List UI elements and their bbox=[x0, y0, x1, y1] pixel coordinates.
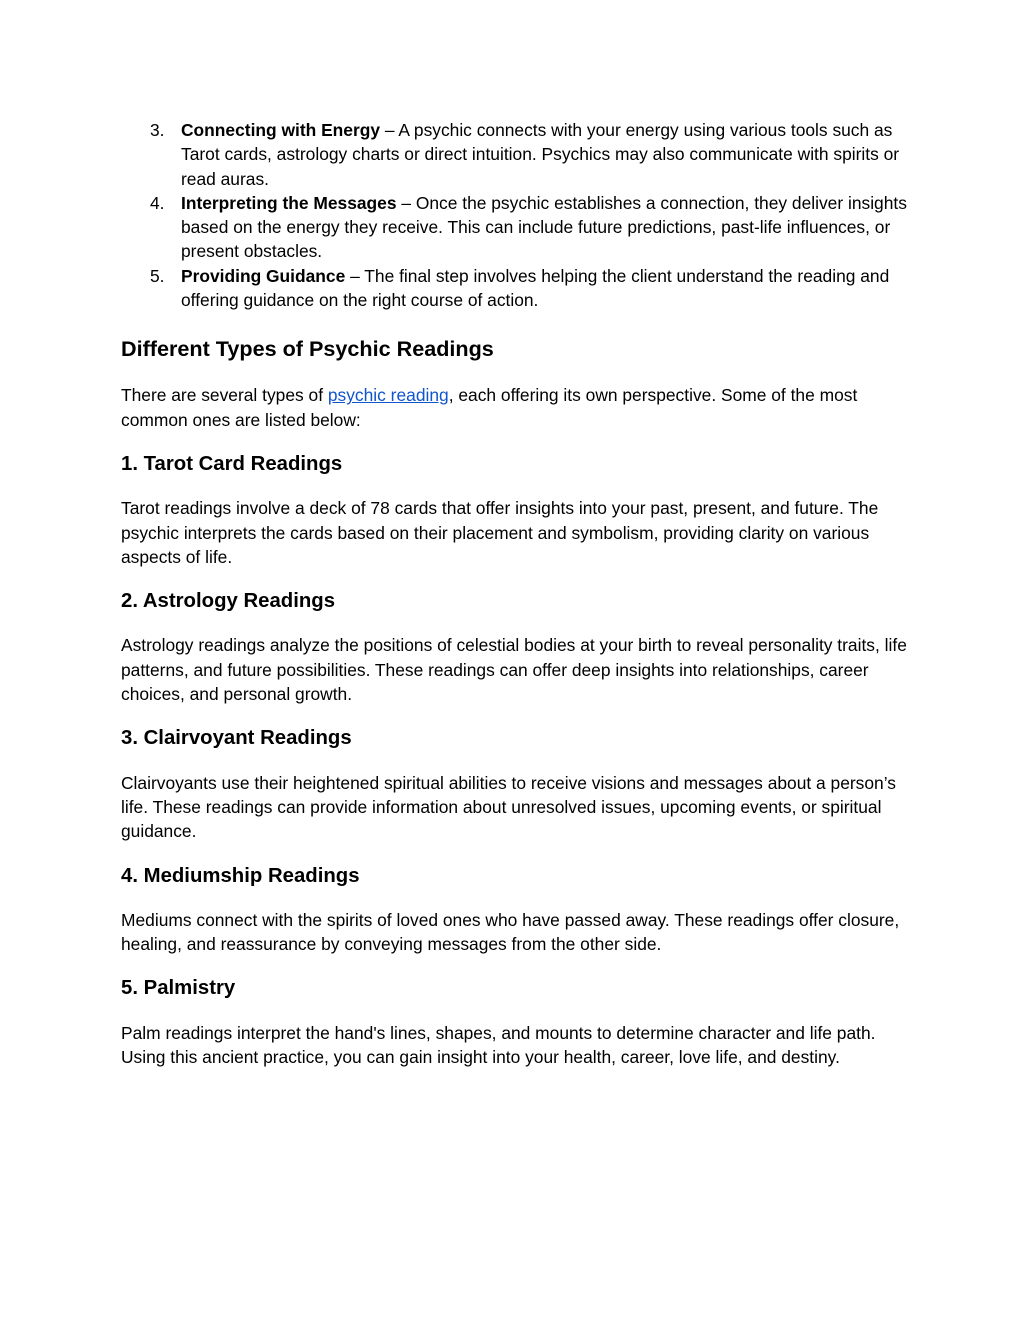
type-heading-astrology: 2. Astrology Readings bbox=[121, 590, 336, 613]
type-paragraph-tarot: Tarot readings involve a deck of 78 cards that offer insights into your past, present, and future. The psychic interprets the cards based on their placement and symbolism, providing clarity on various aspects of life. bbox=[121, 498, 879, 567]
list-item bbox=[121, 118, 911, 191]
type-paragraph-astrology: Astrology readings analyze the positions of celestial bodies at your birth to reveal personality traits, life patterns, and future possibilities. These readings can offer deep insights into relationships, career choices, and personal growth. bbox=[121, 635, 907, 705]
document-content bbox=[121, 118, 911, 1069]
steps-list bbox=[121, 118, 911, 312]
type-heading-mediumship: 4. Mediumship Readings bbox=[121, 864, 360, 887]
type-heading-clairvoyant: 3. Clairvoyant Readings bbox=[121, 727, 352, 750]
list-number: 3. bbox=[150, 120, 165, 140]
type-heading-palmistry: 5. Palmistry bbox=[121, 977, 236, 1000]
list-number: 5. bbox=[150, 265, 165, 286]
type-paragraph-clairvoyant: Clairvoyants use their heightened spiritual abilities to receive visions and messages about a person’s life. These readings can provide information about unresolved issues, upcoming events, or spiritual guidance. bbox=[121, 772, 896, 842]
intro-paragraph bbox=[121, 383, 911, 432]
list-item bbox=[121, 191, 911, 264]
step-text: – Once the psychic establishes a connection, they deliver insights based on the energy they receive. This can include future predictions, past-life influences, or present obstacles. bbox=[181, 192, 907, 262]
step-title: Interpreting the Messages bbox=[181, 192, 397, 213]
step-title: Providing Guidance bbox=[181, 265, 346, 286]
list-item bbox=[121, 264, 911, 313]
section-heading: Different Types of Psychic Readings bbox=[121, 336, 494, 362]
type-paragraph-palmistry: Palm readings interpret the hand's lines, shapes, and mounts to determine character and life path. Using this ancient practice, you can gain insight into your health, career, love life, and destiny. bbox=[121, 1022, 876, 1068]
psychic-reading-link[interactable]: psychic reading bbox=[327, 385, 449, 406]
type-heading-tarot: 1. Tarot Card Readings bbox=[121, 452, 343, 475]
intro-text-before: There are several types of bbox=[121, 385, 328, 406]
list-number: 4. bbox=[150, 192, 165, 213]
step-text: – The final step involves helping the client understand the reading and offering guidance on the right course of action. bbox=[181, 265, 890, 311]
step-title: Connecting with Energy bbox=[181, 120, 381, 140]
type-paragraph-mediumship: Mediums connect with the spirits of loved ones who have passed away. These readings offer closure, healing, and reassurance by conveying messages from the other side. bbox=[121, 909, 900, 955]
intro-text-after: , each offering its own perspective. Some of the most common ones are listed below: bbox=[121, 385, 858, 430]
step-text: – A psychic connects with your energy using various tools such as Tarot cards, astrology charts or direct intuition. Psychics may also communicate with spirits or read auras. bbox=[181, 120, 900, 189]
